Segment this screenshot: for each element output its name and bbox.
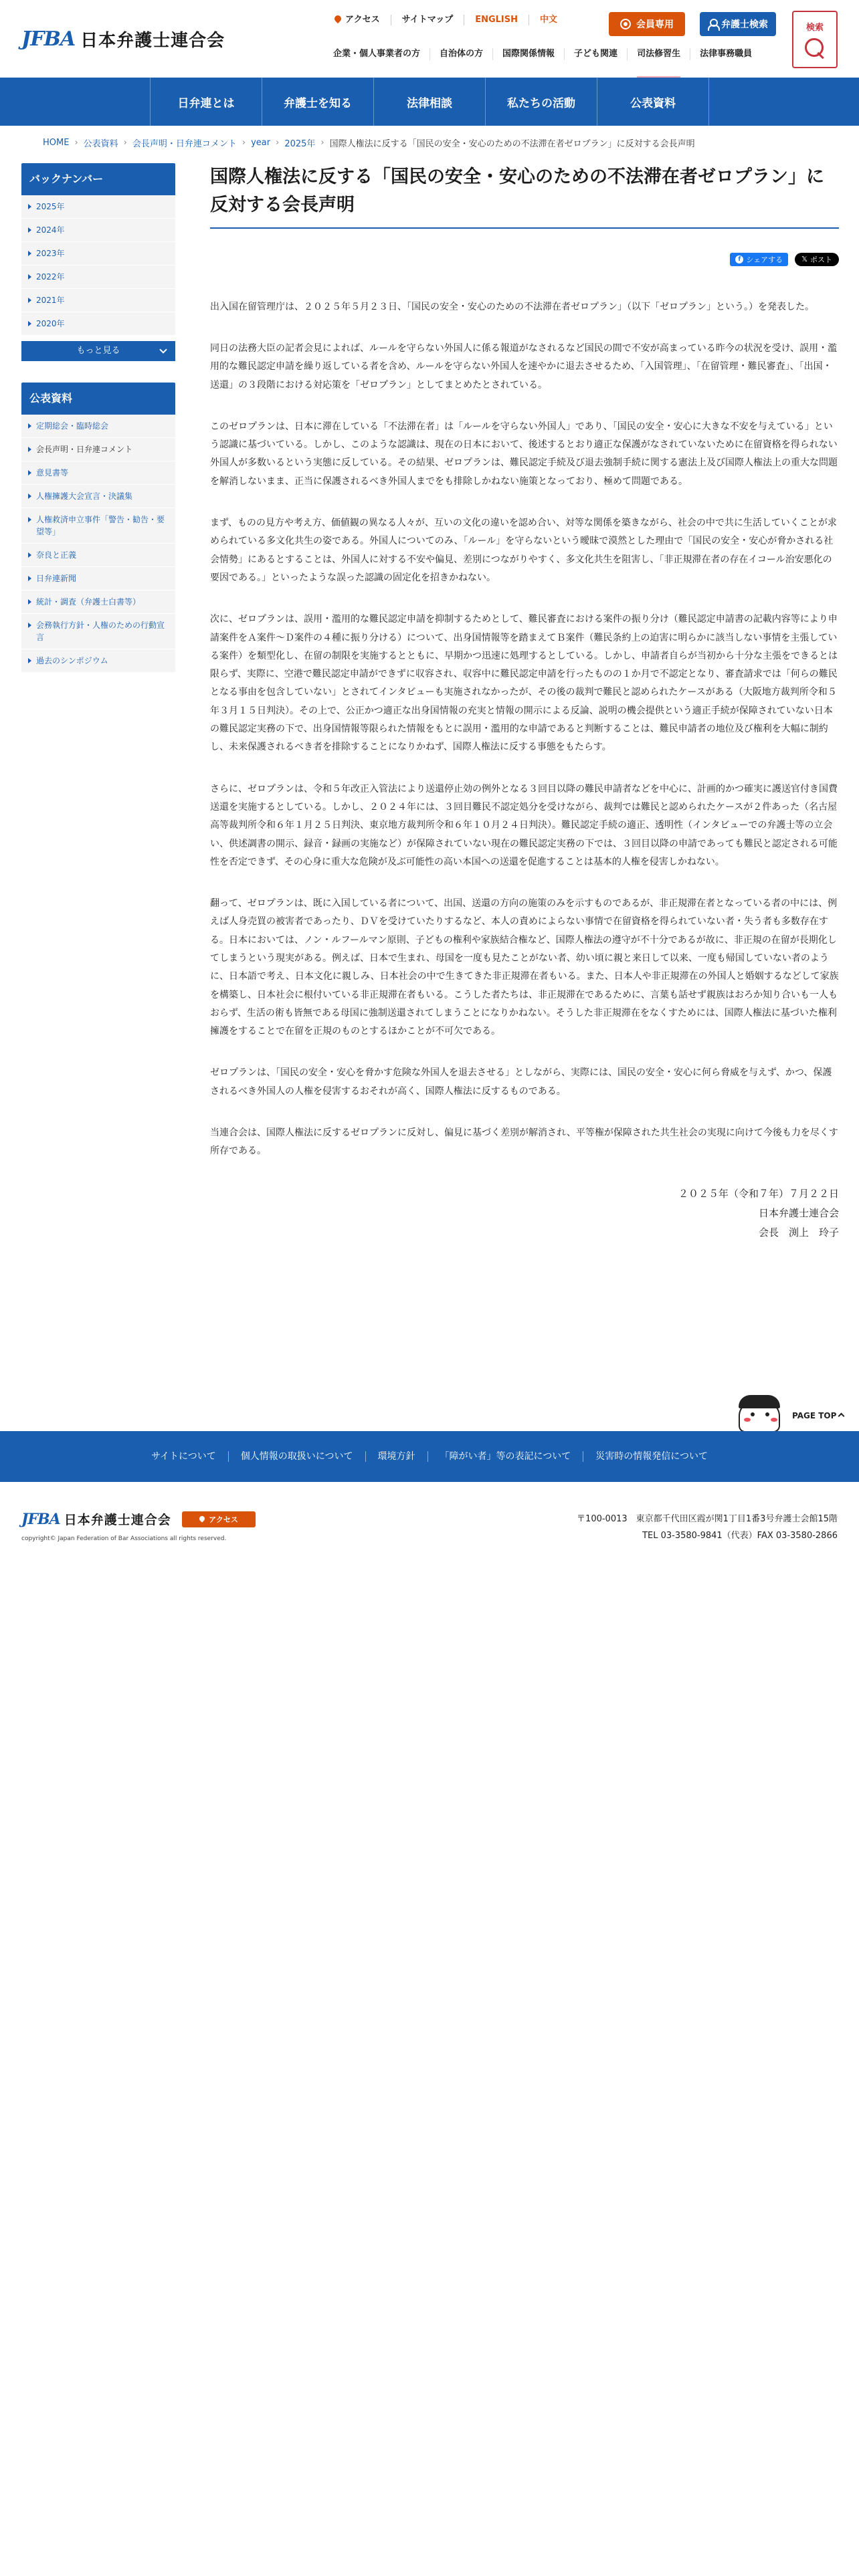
docs-link-statements[interactable]: 会長声明・日弁連コメント (21, 438, 175, 461)
breadcrumb-year[interactable]: year (251, 138, 271, 148)
facebook-icon: f (735, 255, 743, 263)
article-paragraph: まず、ものの見方や考え方、価値観の異なる人々が、互いの文化の違いを認め合い、対等な関係を築きながら、社会の中で共に生活していくことが求められている多文化共生の姿である。外国人についてのみ、「ルール」を守らないという曖昧で漠然とした理由で「国民の安全・安心が脅かされる社会情勢」にあるとすることは、外国人に対する不安や偏見、差別につながりやすく、多文化共生を阻害し、「非正規滞在者の存在イコール治安悪化の要因である。」といったような誤った認識の固定化を招きかねない。 (210, 518, 837, 583)
audience-link-trainee[interactable]: 司法修習生 (628, 48, 690, 60)
article-paragraph: ゼロプランは、「国民の安全・安心を脅かす危険な外国人を退去させる」としながら、実際には、国民の安全・安心に何ら脅威を与えず、かつ、保護されるべき外国人の人権を侵害するおそれが高く、国際人権法に反するものである。 (210, 1067, 832, 1097)
site-footer (0, 1482, 859, 1569)
statement-org: 日本弁護士連合会 (758, 1206, 839, 1219)
year-link-2021[interactable]: 2021年 (21, 289, 175, 312)
year-link-2023[interactable]: 2023年 (21, 242, 175, 265)
english-link[interactable]: ENGLISH (464, 15, 529, 25)
person-icon (708, 19, 717, 29)
signature-block (210, 1184, 839, 1243)
x-post-button[interactable]: 𝕏 ポスト (795, 253, 839, 266)
docs-link-statistics[interactable]: 統計・調査（弁護士白書等） (21, 591, 175, 614)
statement-date: ２０２５年（令和７年）７月２２日 (678, 1187, 839, 1200)
article-paragraph: このゼロプランは、日本に滞在している「不法滞在者」は「ルールを守らない外国人」であり、「国民の安全・安心に大きな不安を与えている」という認識に基づいている。しかし、このような認識は、現在の日本において、後述するとおり適正な保護がなされていないために在留資格を得られない外国人が多数いるという実態に反している。その結果、ゼロプランは、難民認定手続及び退去強制手続に関する憲法上及び国際人権法上の重大な問題を解消しないまま、正当に保護されるべき外国人までをも排除しかねない施策となっており、極めて問題である。 (210, 421, 838, 487)
sitemap-link[interactable]: サイトマップ (391, 15, 465, 25)
footer-link-privacy[interactable]: 個人情報の取扱いについて (228, 1451, 365, 1462)
audience-link-municipality[interactable]: 自治体の方 (430, 48, 493, 60)
footer-link-about-site[interactable]: サイトについて (151, 1451, 216, 1462)
article-paragraph: 翻って、ゼロプランは、既に入国している者について、出国、送還の方向の施策のみを示すものであるが、非正規滞在者となっている者の中には、例えば人身売買の被害者であったり、ＤＶを受けていたりするなど、本人の責めによらない事情で在留資格を得られていない者・失う者も多数存在する。日本においては、ノン・ルフールマン原則、子どもの権利や家族結合権など、国際人権法の遵守が不十分であるが故に、非正規の在留が長期化してしまうという現実がある。例えば、日本で生まれ、母国を一度も見たことがない者、幼い頃に親と来日して以来、一度も帰国していない者のように、日本語で考え、日本文化に親しみ、日本社会の中で生きてきた非正規滞在者もいる。また、日本人や非正規滞在の外国人と婚姻するなどして家族を構築し、日本社会に根付いている非正規滞在者もいる。こうした者たちは、非正規滞在であるために、言葉も話せず親族はおろか知り合いも一人もおらず、生活の術も皆無である母国に強制送還されてしまうことになりかねない。そうした非正規滞在をなくすためには、国際人権法に基づいた権利擁護をすることで在留を正規のものとするほかことが不可欠である。 (210, 898, 839, 1037)
breadcrumb-publications[interactable]: 公表資料 (83, 139, 118, 149)
article (210, 163, 839, 1243)
docs-list (21, 415, 175, 673)
docs-link-policy[interactable]: 会務執行方針・人権のための行動宣言 (21, 614, 175, 649)
year-link-2022[interactable]: 2022年 (21, 265, 175, 289)
docs-link-general-meeting[interactable]: 定期総会・臨時総会 (21, 415, 175, 438)
audience-link-staff[interactable]: 法律事務職員 (700, 49, 753, 59)
audience-nav (324, 48, 761, 60)
nav-about[interactable]: 日弁連とは (150, 78, 262, 126)
search-button[interactable] (792, 11, 838, 68)
year-link-2025[interactable]: 2025年 (21, 195, 175, 219)
copyright: copyright© Japan Federation of Bar Associations all rights reserved. (21, 1535, 227, 1542)
chevron-down-icon (159, 346, 167, 353)
breadcrumb-statements[interactable]: 会長声明・日弁連コメント (132, 139, 237, 149)
caret-up-icon (838, 1413, 845, 1420)
backnumber-heading: バックナンバー (21, 163, 175, 195)
article-paragraph: 当連合会は、国際人権法に反するゼロプランに反対し、偏見に基づく差別が解消され、平等権が保障された共生社会の実現に向けて今後も力を尽くす所存である。 (210, 1128, 838, 1157)
footer-link-environment[interactable]: 環境方針 (365, 1451, 427, 1462)
member-icon (620, 19, 631, 29)
footer-address: 〒100-0013 東京都千代田区霞が関1丁目1番3号弁護士会館15階 TEL 03-3580-9841（代表）FAX 03-3580-2866 (577, 1514, 838, 1541)
statement-president: 会長 渕上 玲子 (758, 1226, 839, 1239)
breadcrumb-home[interactable]: HOME (43, 138, 70, 148)
page-title: 国際人権法に反する「国民の安全・安心のための不法滞在者ゼロプラン」に反対する会長声明 (210, 163, 839, 229)
map-pin-icon (335, 15, 341, 25)
audience-link-children[interactable]: 子ども関連 (565, 48, 628, 60)
nav-lawyers[interactable]: 弁護士を知る (262, 78, 373, 126)
audience-link-business[interactable]: 企業・個人事業者の方 (324, 48, 430, 60)
chinese-link[interactable]: 中文 (540, 15, 558, 25)
map-pin-icon (199, 1516, 205, 1523)
nav-publications[interactable]: 公表資料 (597, 78, 709, 126)
footer-logo[interactable]: JFBA 日本弁護士連合会 (21, 1510, 171, 1528)
breadcrumb-2025[interactable]: 2025年 (284, 139, 316, 149)
article-paragraph: 次に、ゼロプランは、誤用・濫用的な難民認定申請を抑制するためとして、難民審査における案件の振り分け（難民認定申請書の記載内容等により申請案件をＡ案件〜Ｄ案件の４種に振り分ける）について、出身国情報等を踏まえてＢ案件（難民条約上の迫害に明らかに該当しない事情を主張している案件）を類型化し、在留の制限を実施するとともに、早期かつ迅速に処理するとしている。しかし、申請者自らが当初から十分な主張をできるとは限らず、実際に、空港で難民認定申請ができずに収容され、収容中に難民認定申請を行ったものの１か月で不認定となり、審査請求では「何らの難民となる事由を包含していない」とされてインタビューも実施されなかったが、その後の裁判で難民と認められたケースがある（大阪地方裁判所令和５年３月１５日判決）。その上で、公正かつ適正な出身国情報の充実と情報の開示による反論、説明の機会提供という適正手続が保障されていない日本の難民認定実務の下で、出身国情報等限られた情報をもとに誤用・濫用的な申請であると判断することは、難民申請者の地位及び権利を大幅に制約し、未来保護されるべき者を排除することになりかねず、国際人権法に反する事態をもたらす。 (210, 614, 838, 753)
search-icon (803, 37, 826, 60)
site-header (0, 0, 859, 78)
site-logo[interactable] (21, 27, 225, 51)
article-paragraph: さらに、ゼロプランは、令和５年改正入管法により送還停止効の例外となる３回目以降の難民申請者などを中心に、計画的かつ確実に護送官付き国費送還を実施するとしている。しかし、２０２４年には、３回目難民不認定処分を受けながら、裁判では難民と認められたケースが２件あった（名古屋高等裁判所令和６年１月２５日判決、東京地方裁判所令和６年１０月２４日判決）。難民認定手続の適正、透明性（インタビューでの弁護士等の立会い、供述調書の開示、録音・録画の実施など）が保障されていない現在の難民認定実務の下では、３回目以降の申請であっても難民と認定される可能性を否定できず、その心身に重大な危険が及ぶ可能性の高い本国への送還を促進することは基本的人権を侵害しかねない。 (210, 783, 838, 867)
docs-link-newspaper[interactable]: 日弁連新聞 (21, 567, 175, 591)
page-top-button[interactable]: PAGE TOP (731, 1395, 844, 1432)
article-paragraph: 同日の法務大臣の記者会見によれば、ルールを守らない外国人に係る報道がなされるなど国民の間で不安が高まっている昨今の状況を受け、誤用・濫用的な難民認定申請を繰り返している者を含め、ルールを守らない外国人を速やかに退去させるため、「入国管理」、「在留管理・難民審査」、「出国・送還」の３段階における対応策を「ゼロプラン」としてまとめたとされている。 (210, 342, 838, 391)
main-nav (0, 78, 859, 126)
member-only-button[interactable]: 会員専用 (609, 12, 685, 36)
docs-link-justice[interactable]: 奈良と正義 (21, 544, 175, 567)
docs-link-opinions[interactable]: 意見書等 (21, 461, 175, 485)
access-link[interactable]: アクセス (324, 15, 391, 25)
lawyer-search-button[interactable]: 弁護士検索 (700, 12, 776, 36)
breadcrumb: HOME › 公表資料 › 会長声明・日弁連コメント › year › 2025年 › 国際人権法に反する「国民の安全・安心のための不法滞在者ゼロプラン」に反対する会長声明 (43, 138, 695, 149)
share-row (210, 253, 839, 266)
nav-consultation[interactable]: 法律相談 (373, 78, 485, 126)
footer-nav (0, 1431, 859, 1482)
logo-text: 日本弁護士連合会 (80, 31, 225, 51)
facebook-share-button[interactable]: f シェアする (730, 253, 788, 266)
backnumber-list (21, 195, 175, 336)
sidebar (21, 163, 175, 673)
footer-access-button[interactable]: アクセス (182, 1511, 256, 1527)
breadcrumb-current: 国際人権法に反する「国民の安全・安心のための不法滞在者ゼロプラン」に反対する会長声明 (329, 139, 695, 149)
search-label: 検索 (805, 22, 824, 33)
x-icon: 𝕏 (801, 255, 807, 264)
docs-link-human-rights-cases[interactable]: 人権救済申立事件「警告・勧告・要望等」 (21, 508, 175, 544)
article-paragraph: 出入国在留管理庁は、２０２５年５月２３日、「国民の安全・安心のための不法滞在者ゼロプラン」（以下「ゼロプラン」という。）を発表した。 (210, 301, 814, 312)
audience-link-international[interactable]: 国際関係情報 (493, 48, 565, 60)
show-more-button[interactable]: もっと見る (21, 341, 175, 361)
logo-mark: JFBA (21, 27, 76, 51)
footer-link-disaster-info[interactable]: 災害時の情報発信について (583, 1451, 720, 1462)
docs-link-symposium[interactable]: 過去のシンポジウム (21, 649, 175, 673)
article-body (210, 298, 839, 1161)
mascot-icon (731, 1395, 788, 1432)
year-link-2024[interactable]: 2024年 (21, 219, 175, 242)
year-link-2020[interactable]: 2020年 (21, 312, 175, 336)
utility-nav (324, 15, 568, 25)
docs-link-resolutions[interactable]: 人権擁護大会宣言・決議集 (21, 485, 175, 508)
docs-heading: 公表資料 (21, 383, 175, 415)
nav-activities[interactable]: 私たちの活動 (485, 78, 597, 126)
footer-link-disability-notation[interactable]: 「障がい者」等の表記について (427, 1451, 583, 1462)
